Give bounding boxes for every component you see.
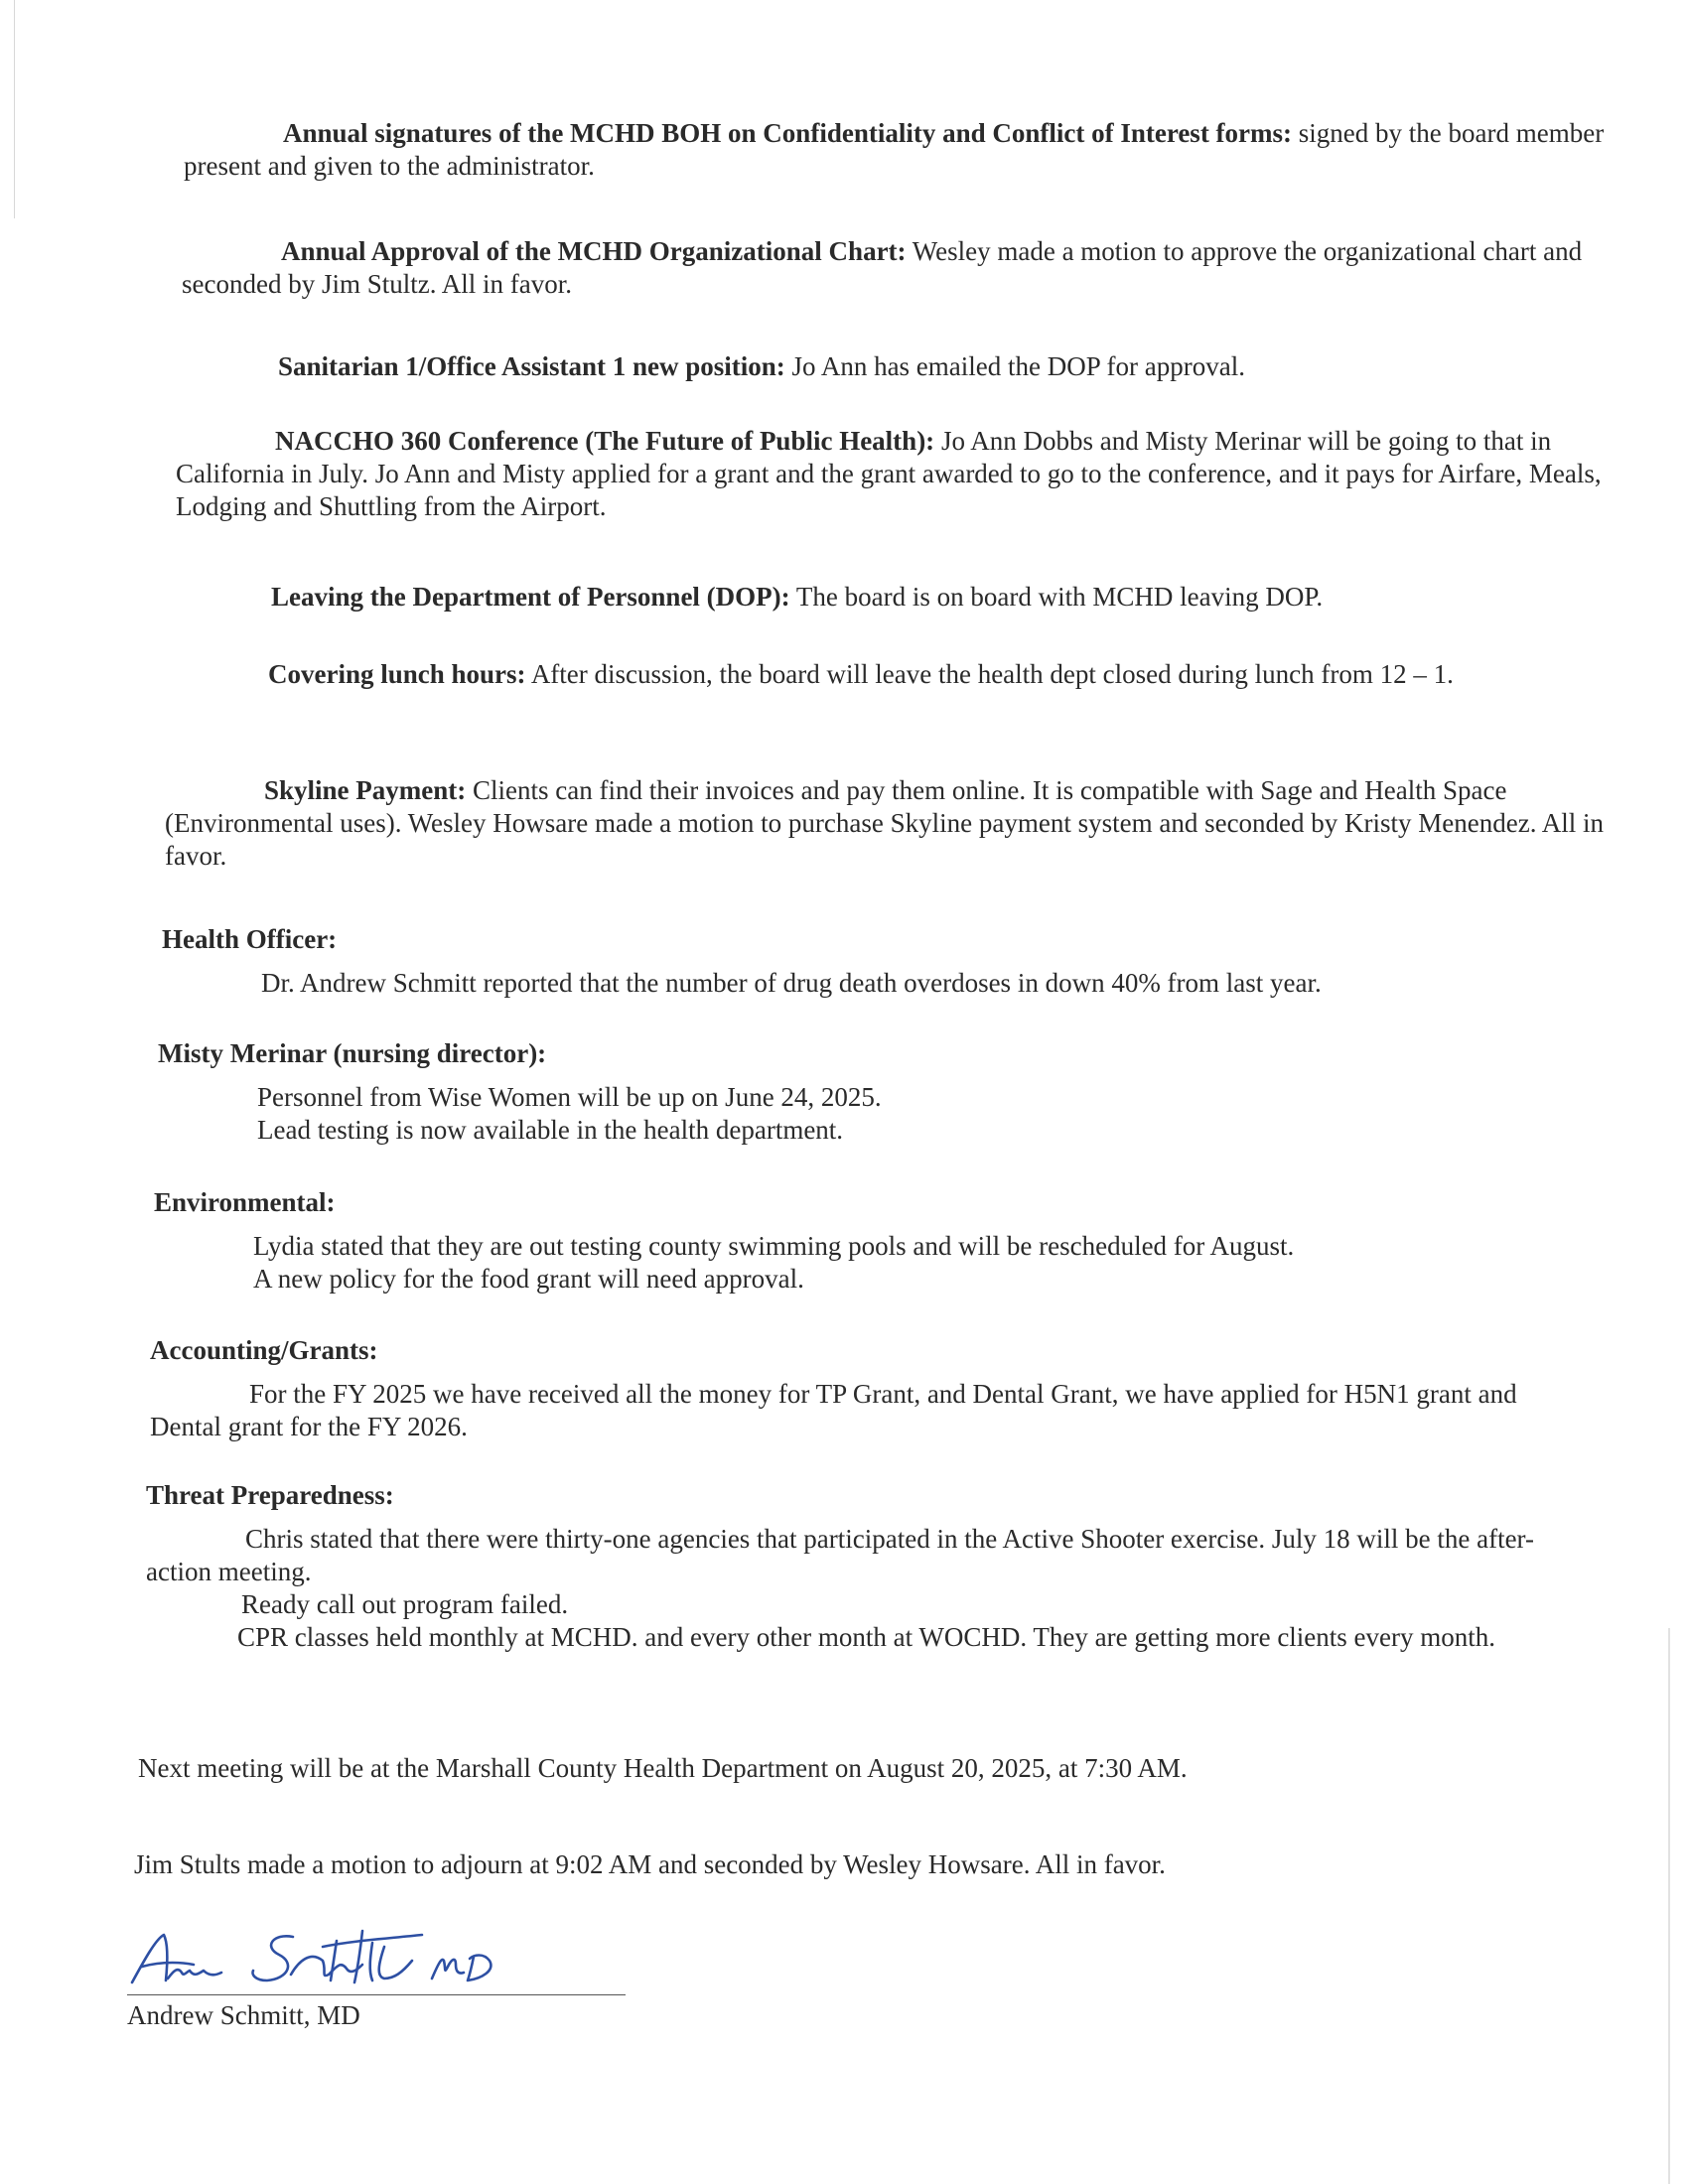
item-new-position xyxy=(179,350,1618,383)
environmental-report: Lydia stated that they are out testing county swimming pools and will be rescheduled for August. A new policy for the food grant will need approval. xyxy=(253,1231,1295,1294)
item-organizational-chart xyxy=(182,235,1621,301)
item-title: Annual signatures of the MCHD BOH on Confidentiality and Conflict of Interest forms: xyxy=(283,118,1293,148)
accounting-heading: Accounting/Grants: xyxy=(150,1335,378,1365)
environmental-heading: Environmental: xyxy=(154,1187,336,1217)
item-skyline-payment xyxy=(165,774,1605,873)
item-lunch-hours xyxy=(169,658,1609,691)
item-text: Clients can find their invoices and pay them online. It is compatible with Sage and Health Space (Environmental uses). Wesley Howsare made a motion to purchase Skyline payment system and seconded by Kristy Menendez. All in favor. xyxy=(165,775,1604,871)
scan-edge-right xyxy=(1668,1628,1670,2184)
nursing-heading: Misty Merinar (nursing director): xyxy=(158,1038,547,1068)
item-title: Sanitarian 1/Office Assistant 1 new position: xyxy=(278,351,785,381)
item-text: Jo Ann has emailed the DOP for approval. xyxy=(791,351,1245,381)
threat-report-3: CPR classes held monthly at MCHD. and every other month at WOCHD. They are getting more clients every month. xyxy=(237,1622,1496,1652)
accounting-report: For the FY 2025 we have received all the money for TP Grant, and Dental Grant, we have applied for H5N1 grant and Dental grant for the FY 2026. xyxy=(150,1379,1517,1441)
item-text: Jo Ann Dobbs and Misty Merinar will be going to that in California in July. Jo Ann and Misty applied for a grant and the grant awarded to go to the conference, and it pays for Airfare, Meals, Lodging and Shuttling from the Airport. xyxy=(176,426,1602,521)
item-text: Wesley made a motion to approve the organizational chart and seconded by Jim Stultz. All in favor. xyxy=(182,236,1583,299)
item-text: After discussion, the board will leave the health dept closed during lunch from 12 – 1. xyxy=(530,659,1454,689)
adjourn: Jim Stults made a motion to adjourn at 9:02 AM and seconded by Wesley Howsare. All in favor. xyxy=(134,1849,1166,1879)
signatory-name: Andrew Schmitt, MD xyxy=(127,2000,360,2030)
next-meeting: Next meeting will be at the Marshall County Health Department on August 20, 2025, at 7:30 AM. xyxy=(138,1753,1188,1783)
item-text: The board is on board with MCHD leaving DOP. xyxy=(795,582,1324,612)
handwritten-signature xyxy=(124,1921,601,2000)
scan-edge-left xyxy=(14,0,15,218)
item-text: signed by the board member present and given to the administrator. xyxy=(184,118,1605,181)
nursing-report: Personnel from Wise Women will be up on June 24, 2025. Lead testing is now available in the health department. xyxy=(257,1082,882,1145)
threat-heading: Threat Preparedness: xyxy=(146,1480,394,1510)
item-title: Skyline Payment: xyxy=(264,775,467,805)
item-title: Annual Approval of the MCHD Organizational Chart: xyxy=(281,236,907,266)
signature-line xyxy=(127,1994,626,1995)
item-naccho-conference xyxy=(176,425,1616,523)
threat-report-2: Ready call out program failed. xyxy=(241,1589,569,1619)
item-leaving-dop xyxy=(172,581,1612,614)
item-title: NACCHO 360 Conference (The Future of Public Health): xyxy=(275,426,935,456)
item-title: Covering lunch hours: xyxy=(268,659,526,689)
item-title: Leaving the Department of Personnel (DOP): xyxy=(271,582,790,612)
threat-report-1: Chris stated that there were thirty-one agencies that participated in the Active Shooter exercise. July 18 will be the after-action meeting. xyxy=(146,1524,1535,1586)
health-officer-report: Dr. Andrew Schmitt reported that the number of drug death overdoses in down 40% from last year. xyxy=(261,968,1322,998)
health-officer-heading: Health Officer: xyxy=(162,924,338,954)
item-confidentiality-forms xyxy=(184,117,1623,183)
